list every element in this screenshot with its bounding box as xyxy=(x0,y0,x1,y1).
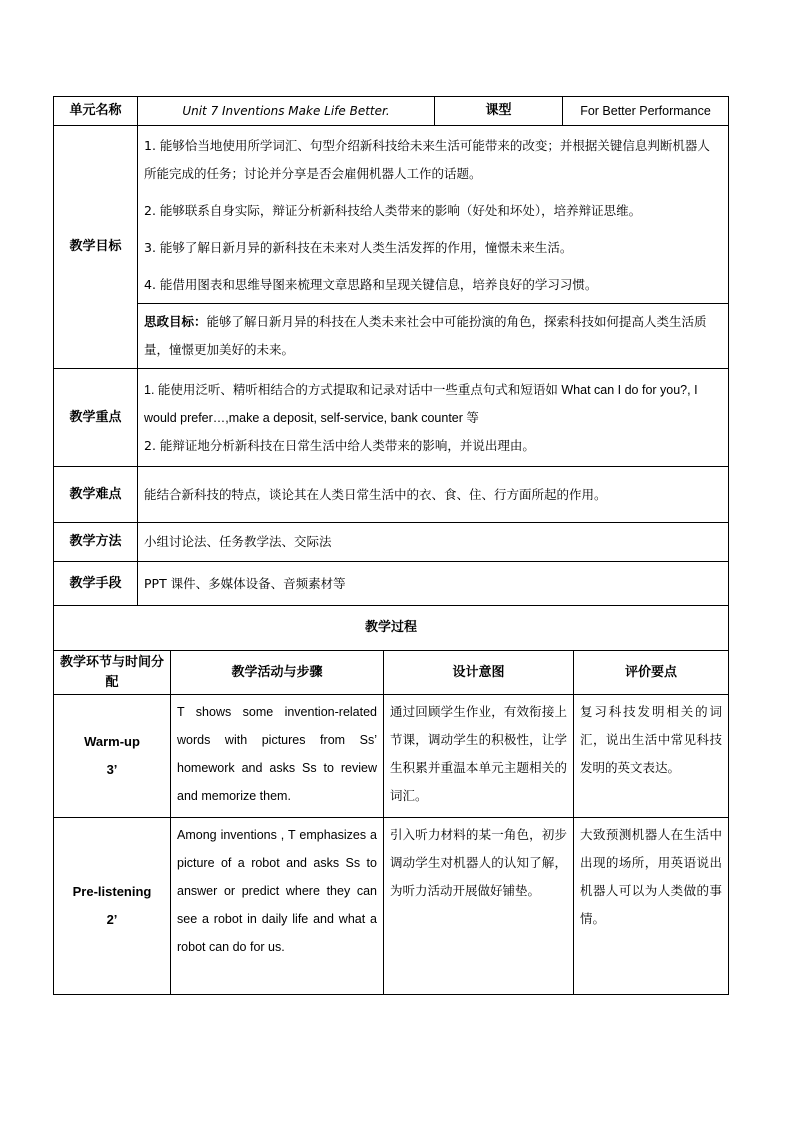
intent-cell: 引入听力材料的某一角色，初步调动学生对机器人的认知了解，为听力活动开展做好铺垫。 xyxy=(384,818,574,995)
unit-name-value: Unit 7 Inventions Make Life Better. xyxy=(138,97,435,126)
col-header-stage: 教学环节与时间分配 xyxy=(54,651,171,695)
unit-name-label: 单元名称 xyxy=(54,97,138,126)
objective-item-4: 4. 能借用图表和思维导图来梳理文章思路和呈现关键信息，培养良好的学习习惯。 xyxy=(144,277,598,292)
stage-time: 2’ xyxy=(106,912,118,927)
key-points-list xyxy=(138,369,729,467)
table-row xyxy=(54,818,729,995)
lesson-type-value: For Better Performance xyxy=(563,97,729,126)
stage-name: Pre-listening xyxy=(72,884,152,899)
objective-item-3: 3. 能够了解日新月异的新科技在未来对人类生活发挥的作用，憧憬未来生活。 xyxy=(144,240,573,255)
table-row xyxy=(54,695,729,818)
ideology-label: 思政目标： xyxy=(144,314,207,329)
teaching-process-table xyxy=(53,605,729,995)
means-label: 教学手段 xyxy=(54,562,138,606)
objective-item-1: 1. 能够恰当地使用所学词汇、句型介绍新科技给未来生活可能带来的改变；并根据关键信息判断机器人所能完成的任务；讨论并分享是否会雇佣机器人工作的话题。 xyxy=(144,138,710,181)
stage-cell xyxy=(54,818,171,995)
objectives-label: 教学目标 xyxy=(54,126,138,369)
process-title: 教学过程 xyxy=(54,606,729,651)
intent-cell: 通过回顾学生作业，有效衔接上节课，调动学生的积极性，让学生积累并重温本单元主题相关的词汇。 xyxy=(384,695,574,818)
key-point-1: 1. 能使用泛听、精听相结合的方式提取和记录对话中一些重点句式和短语如 What can I do for you?, I would prefer…,make a deposit, self-service, bank counter 等 xyxy=(144,382,698,425)
ideology-objective xyxy=(138,304,729,369)
ideology-text: 能够了解日新月异的科技在人类未来社会中可能扮演的角色，探索科技如何提高人类生活质量，憧憬更加美好的未来。 xyxy=(144,314,707,357)
stage-time: 3’ xyxy=(106,762,118,777)
stage-name: Warm-up xyxy=(84,734,140,749)
evaluation-cell: 复习科技发明相关的词汇，说出生活中常见科技发明的英文表达。 xyxy=(574,695,729,818)
activity-cell: Among inventions , T emphasizes a picture of a robot and asks Ss to answer or predict where they can see a robot in daily life and what a robot can do for us. xyxy=(171,818,384,995)
activity-cell: T shows some invention-related words with pictures from Ss’ homework and asks Ss to review and memorize them. xyxy=(171,695,384,818)
col-header-evaluation: 评价要点 xyxy=(574,651,729,695)
key-point-2: 2. 能辩证地分析新科技在日常生活中给人类带来的影响，并说出理由。 xyxy=(144,437,535,453)
methods-text: 小组讨论法、任务教学法、交际法 xyxy=(138,523,729,562)
col-header-intent: 设计意图 xyxy=(384,651,574,695)
lesson-info-table xyxy=(53,96,729,606)
evaluation-cell: 大致预测机器人在生活中出现的场所，用英语说出机器人可以为人类做的事情。 xyxy=(574,818,729,995)
stage-cell xyxy=(54,695,171,818)
col-header-activity: 教学活动与步骤 xyxy=(171,651,384,695)
objectives-list xyxy=(138,126,729,304)
lesson-plan-page xyxy=(53,96,728,995)
difficulties-text: 能结合新科技的特点，谈论其在人类日常生活中的衣、食、住、行方面所起的作用。 xyxy=(138,467,729,523)
methods-label: 教学方法 xyxy=(54,523,138,562)
means-text: PPT 课件、多媒体设备、音频素材等 xyxy=(138,562,729,606)
lesson-type-label: 课型 xyxy=(435,97,563,126)
objective-item-2: 2. 能够联系自身实际，辩证分析新科技给人类带来的影响（好处和坏处），培养辩证思维。 xyxy=(144,203,642,218)
key-points-label: 教学重点 xyxy=(54,369,138,467)
difficulties-label: 教学难点 xyxy=(54,467,138,523)
